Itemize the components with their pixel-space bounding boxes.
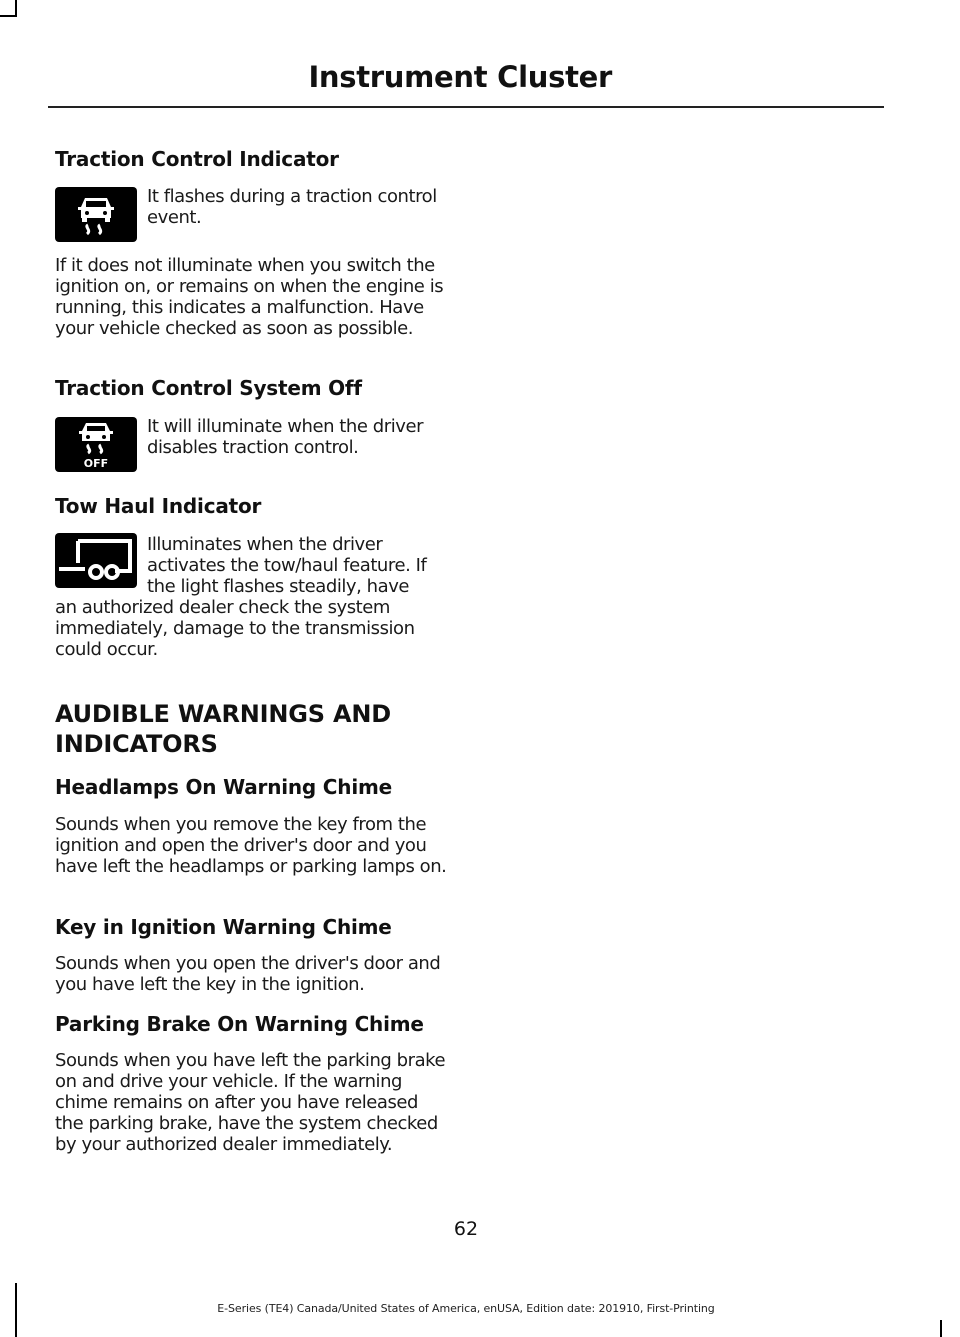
traction-off-side-text: It will illuminate when the driver disables traction control. xyxy=(147,416,424,458)
traction-indicator-side-text: It flashes during a traction control event. xyxy=(147,186,437,228)
crop-mark xyxy=(0,15,17,17)
heading-headlamps-chime: Headlamps On Warning Chime xyxy=(55,775,392,799)
tow-haul-icon xyxy=(55,533,137,588)
heading-traction-control-off: Traction Control System Off xyxy=(55,376,362,400)
heading-key-chime: Key in Ignition Warning Chime xyxy=(55,915,392,939)
traction-control-off-icon xyxy=(55,417,137,472)
section-heading-line-2: INDICATORS xyxy=(55,730,218,758)
headlamps-chime-body: Sounds when you remove the key from the ignition and open the driver's door and you have left the headlamps or parking lamps on. xyxy=(55,814,447,877)
page-header-title: Instrument Cluster xyxy=(308,60,612,94)
traction-indicator-body: If it does not illuminate when you switch the ignition on, or remains on when the engine is running, this indicates a malfunction. Have your vehicle checked as soon as possible. xyxy=(55,255,444,339)
section-heading-line-1: AUDIBLE WARNINGS AND xyxy=(55,700,391,728)
page-footer: E-Series (TE4) Canada/United States of America, enUSA, Edition date: 201910, First-Printing xyxy=(217,1302,715,1315)
traction-control-icon xyxy=(55,187,137,242)
heading-traction-control-indicator: Traction Control Indicator xyxy=(55,147,339,171)
crop-mark xyxy=(940,1320,942,1337)
tow-haul-side-text: Illuminates when the driver activates the tow/haul feature. If the light flashes steadily, have xyxy=(147,534,427,597)
brake-chime-body: Sounds when you have left the parking brake on and drive your vehicle. If the warning chime remains on after you have released the parking brake, have the system checked by your authorized dealer immediately. xyxy=(55,1050,446,1155)
section-heading-audible-warnings xyxy=(55,699,391,759)
page-number: 62 xyxy=(453,1218,479,1240)
icon-off-label: OFF xyxy=(83,457,109,470)
key-chime-body: Sounds when you open the driver's door and you have left the key in the ignition. xyxy=(55,953,441,995)
heading-brake-chime: Parking Brake On Warning Chime xyxy=(55,1012,424,1036)
header-divider xyxy=(48,106,884,108)
heading-tow-haul: Tow Haul Indicator xyxy=(55,494,262,518)
tow-haul-body: an authorized dealer check the system immediately, damage to the transmission could occur. xyxy=(55,597,415,660)
